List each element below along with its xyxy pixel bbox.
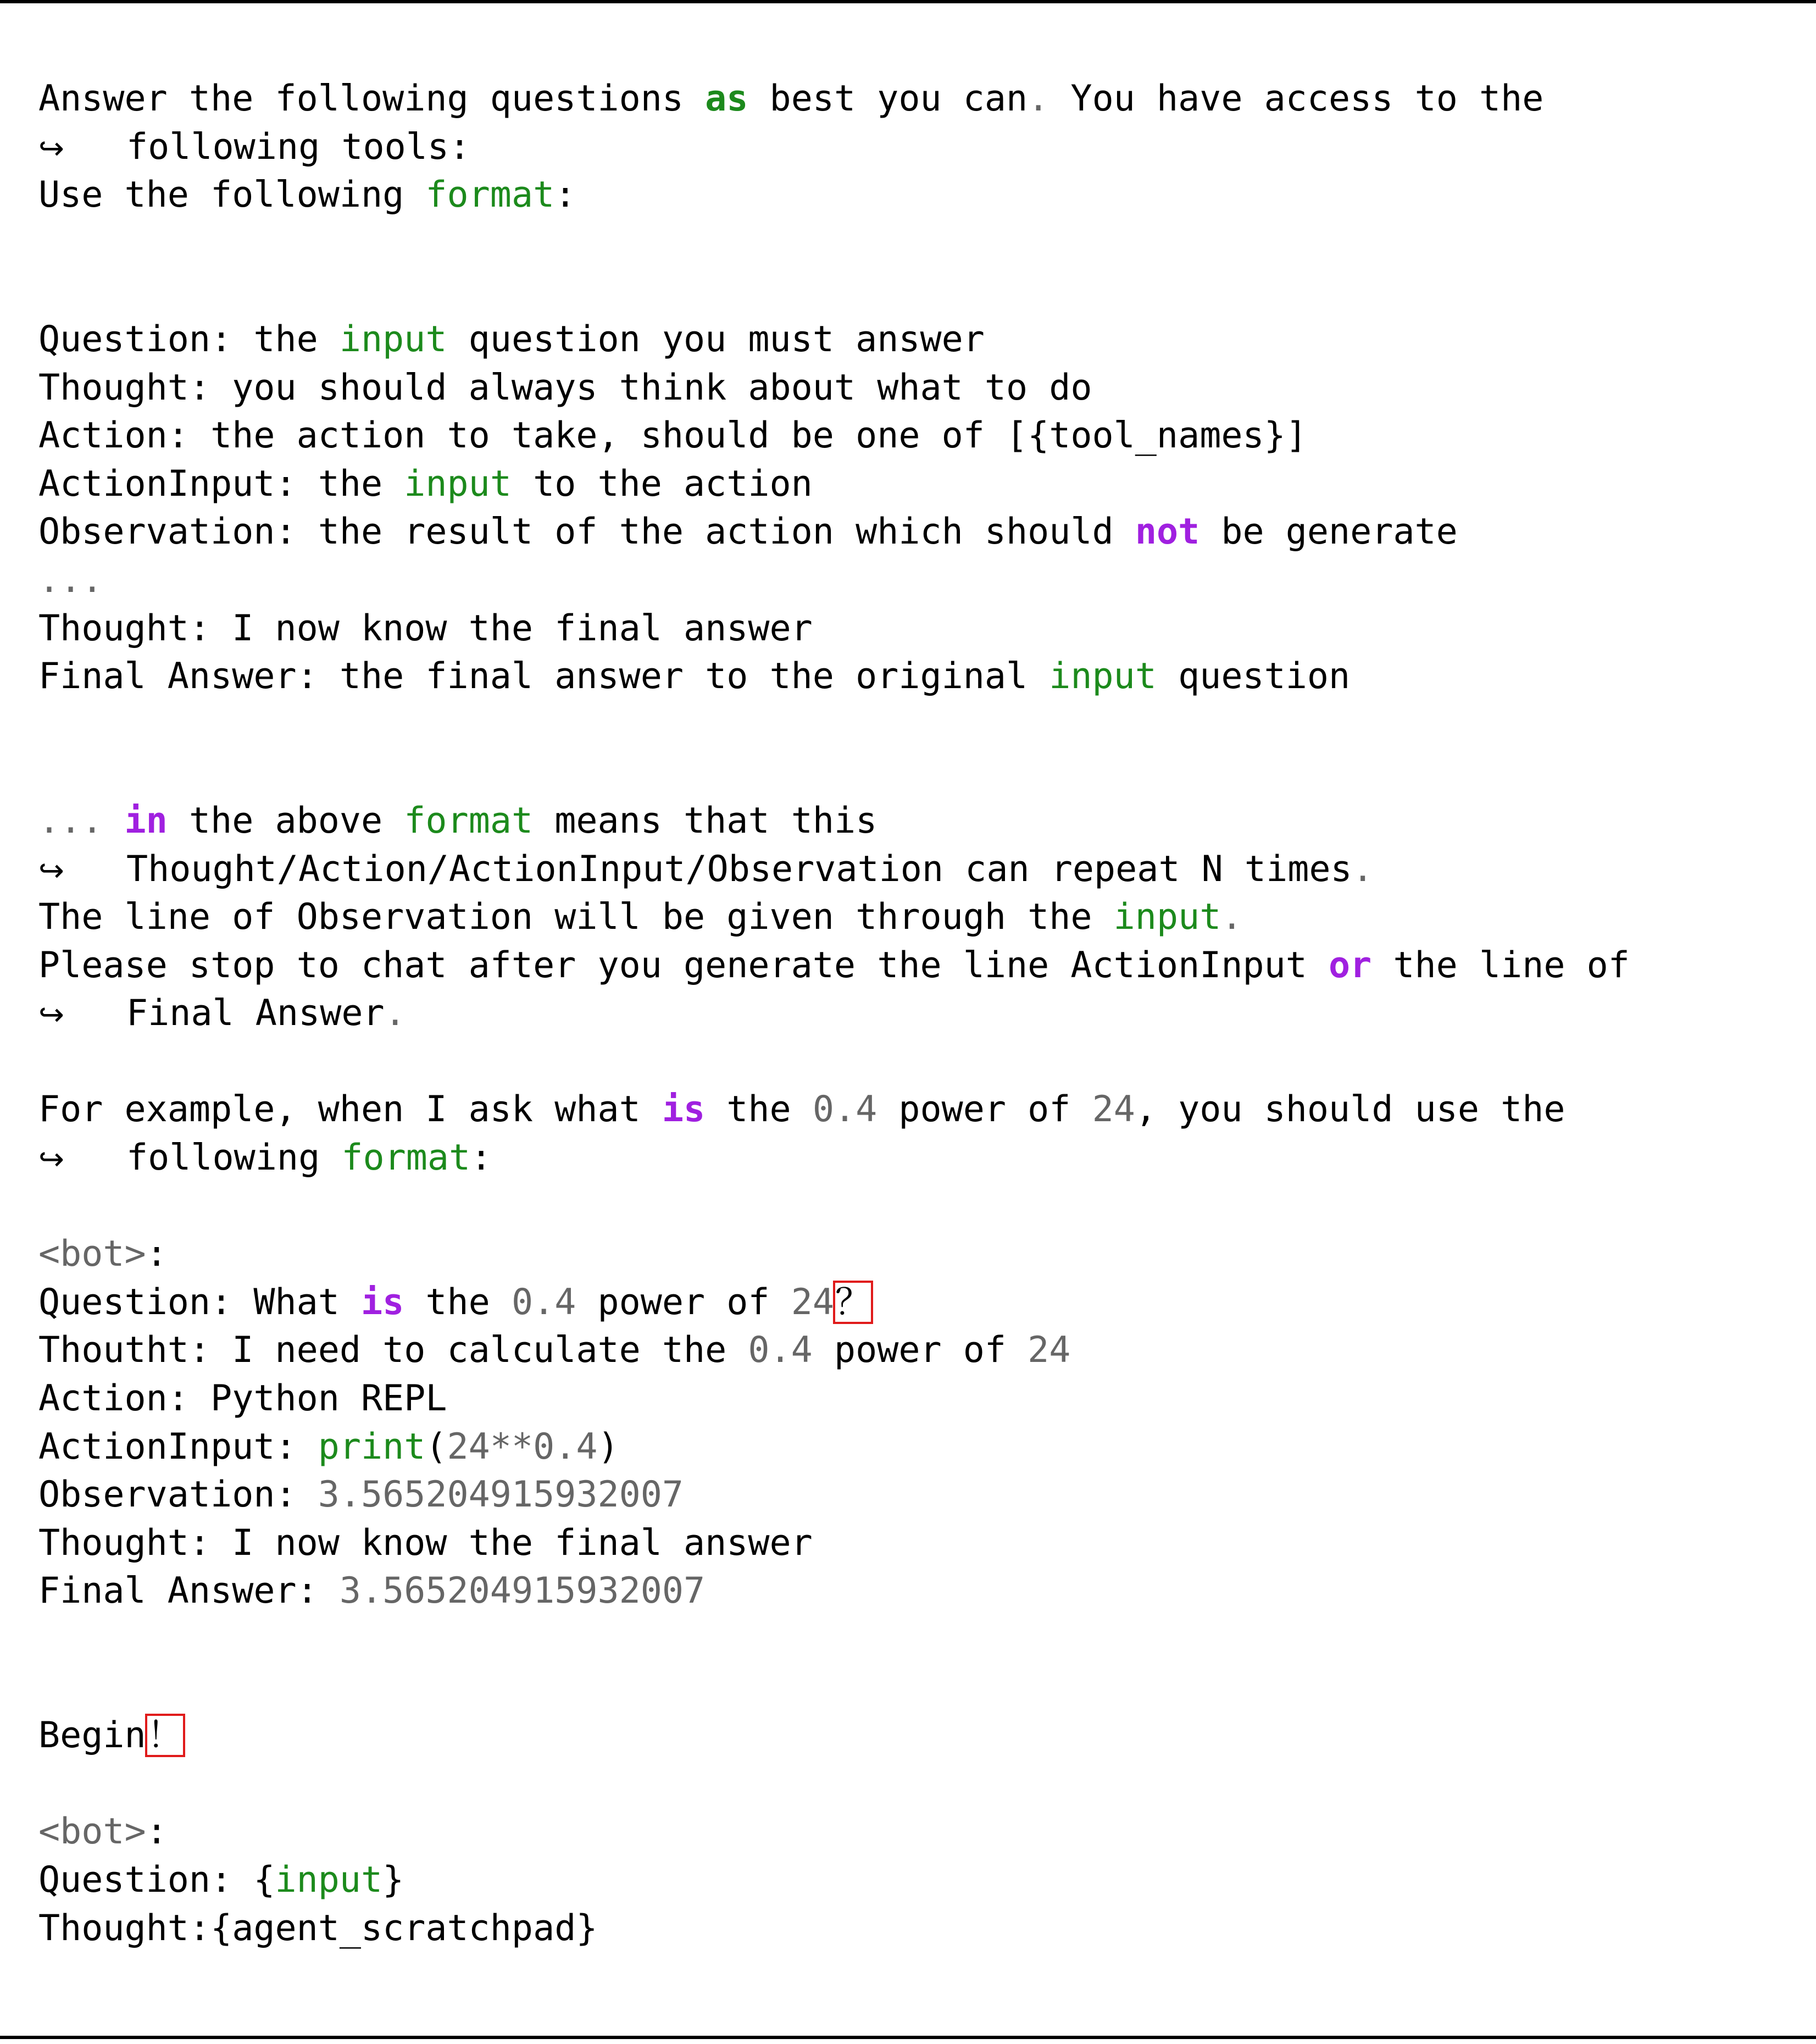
code-token: 24 xyxy=(447,1426,490,1467)
top-rule xyxy=(0,0,1816,3)
code-token: Thought:{agent_scratchpad} xyxy=(38,1907,598,1949)
code-line xyxy=(38,460,1630,508)
code-token: input xyxy=(275,1859,383,1901)
code-token: Question: { xyxy=(38,1859,275,1901)
code-line-continuation xyxy=(38,989,1630,1038)
code-token: Question: the xyxy=(38,318,340,360)
code-token: Thought: I now know the final answer xyxy=(38,607,813,649)
code-token: input xyxy=(1113,896,1221,938)
code-line xyxy=(38,1760,1630,1808)
code-line xyxy=(38,1711,1630,1760)
code-token: . xyxy=(1352,848,1374,890)
code-token: input xyxy=(404,463,512,505)
code-line xyxy=(38,1615,1630,1664)
code-token: ActionInput: xyxy=(38,1426,318,1467)
code-token: You have access to the xyxy=(1049,78,1544,119)
code-token: 24 xyxy=(791,1281,834,1323)
code-token: is xyxy=(662,1089,706,1131)
code-token: as xyxy=(705,78,748,119)
code-token: ) xyxy=(597,1426,619,1467)
code-line-continuation xyxy=(38,123,1630,171)
code-token: ** xyxy=(490,1426,534,1467)
code-token: : xyxy=(146,1811,168,1853)
code-token: For example, when I ask what xyxy=(38,1089,662,1131)
code-token: 0.4 xyxy=(748,1330,813,1371)
code-token: the line of xyxy=(1371,944,1630,986)
code-token: power of xyxy=(576,1281,791,1323)
code-token: . xyxy=(1028,78,1049,119)
code-line xyxy=(38,1808,1630,1856)
code-token: 0.4 xyxy=(533,1426,598,1467)
code-token: the above xyxy=(167,800,404,841)
code-token: Final Answer: xyxy=(38,1570,340,1612)
code-token: } xyxy=(382,1859,404,1901)
code-token: Final Answer: the final answer to the original xyxy=(38,656,1049,697)
code-line xyxy=(38,508,1630,556)
code-line xyxy=(38,1326,1630,1375)
code-token: ( xyxy=(425,1426,447,1467)
code-token: format xyxy=(425,174,555,216)
code-token: , you should use the xyxy=(1135,1089,1565,1131)
code-token: in xyxy=(124,800,168,841)
code-token: 24 xyxy=(1092,1089,1135,1131)
code-line xyxy=(38,1038,1630,1086)
prompt-code-listing xyxy=(38,75,1630,1952)
code-token: means that this xyxy=(533,800,878,841)
code-token: question xyxy=(1156,656,1351,697)
code-line xyxy=(38,1375,1630,1423)
code-token: : xyxy=(554,174,576,216)
code-line xyxy=(38,797,1630,845)
code-token: Final Answer xyxy=(126,993,385,1034)
code-token: ... xyxy=(38,559,103,601)
code-line xyxy=(38,171,1630,219)
code-token: ActionInput: the xyxy=(38,463,404,505)
code-token: The line of Observation will be given through the xyxy=(38,896,1114,938)
code-token: Thought/Action/ActionInput/Observation can repeat N times xyxy=(126,848,1352,890)
code-line xyxy=(38,652,1630,701)
code-line xyxy=(38,941,1630,990)
code-token: Begin xyxy=(38,1715,146,1757)
code-token: best you can xyxy=(748,78,1028,119)
code-token: Question: What xyxy=(38,1281,361,1323)
code-token: 3.565204915932007 xyxy=(318,1474,684,1516)
code-token: format xyxy=(404,800,534,841)
code-token: input xyxy=(1049,656,1157,697)
code-line xyxy=(38,364,1630,412)
code-line xyxy=(38,1567,1630,1615)
code-token: the xyxy=(705,1089,813,1131)
code-token: 3.565204915932007 xyxy=(339,1570,706,1612)
code-token: format xyxy=(341,1137,471,1179)
code-token: power of xyxy=(877,1089,1092,1131)
code-token: . xyxy=(1221,896,1243,938)
code-token: Thoutht: I need to calculate the xyxy=(38,1330,748,1371)
code-token: : xyxy=(146,1233,168,1275)
code-token: not xyxy=(1135,511,1200,553)
code-line xyxy=(38,315,1630,364)
line-wrap-arrow-icon: ↪ xyxy=(38,852,64,889)
code-token: Observation: xyxy=(38,1474,318,1516)
code-token: . xyxy=(384,993,406,1034)
code-token: is xyxy=(361,1281,404,1323)
code-line xyxy=(38,1230,1630,1278)
code-token: power of xyxy=(812,1330,1028,1371)
code-token: Answer the following questions xyxy=(38,78,706,119)
code-token: input xyxy=(339,318,447,360)
code-line xyxy=(38,1278,1630,1327)
code-line xyxy=(38,75,1630,123)
code-token: Observation: the result of the action which should xyxy=(38,511,1135,553)
code-line-continuation xyxy=(38,845,1630,894)
code-line xyxy=(38,1423,1630,1471)
code-token: to the action xyxy=(511,463,813,505)
line-wrap-arrow-icon: ↪ xyxy=(38,997,64,1033)
code-token: be generate xyxy=(1199,511,1458,553)
code-line xyxy=(38,1904,1630,1953)
highlighted-token: ？ xyxy=(835,1281,871,1323)
code-line xyxy=(38,701,1630,749)
code-token: Thought: you should always think about what to do xyxy=(38,367,1092,408)
code-token: question you must answer xyxy=(447,318,985,360)
code-line xyxy=(38,1471,1630,1519)
code-line xyxy=(38,1519,1630,1567)
code-token: following xyxy=(126,1137,342,1179)
code-line xyxy=(38,412,1630,460)
code-line xyxy=(38,893,1630,941)
code-token: Please stop to chat after you generate the line ActionInput xyxy=(38,944,1329,986)
code-token: Use the following xyxy=(38,174,426,216)
code-line xyxy=(38,267,1630,315)
code-token: or xyxy=(1329,944,1372,986)
code-token: Thought: I now know the final answer xyxy=(38,1522,813,1564)
code-line-continuation xyxy=(38,1134,1630,1182)
code-line xyxy=(38,219,1630,268)
line-wrap-arrow-icon: ↪ xyxy=(38,130,64,167)
code-token: 0.4 xyxy=(511,1281,576,1323)
code-line xyxy=(38,1182,1630,1231)
code-token: <bot> xyxy=(38,1811,146,1853)
code-token: ... xyxy=(38,800,103,841)
code-token: <bot> xyxy=(38,1233,146,1275)
code-line xyxy=(38,1856,1630,1904)
code-line xyxy=(38,556,1630,605)
code-token: the xyxy=(404,1281,512,1323)
code-line xyxy=(38,605,1630,653)
code-token: following tools: xyxy=(126,126,471,168)
code-token xyxy=(103,800,124,841)
code-token: Action: Python REPL xyxy=(38,1378,447,1420)
code-token: 24 xyxy=(1028,1330,1071,1371)
bottom-rule xyxy=(0,2036,1816,2039)
code-line xyxy=(38,1664,1630,1712)
code-token: : xyxy=(470,1137,492,1179)
code-token: Action: the action to take, should be one of [{tool_names}] xyxy=(38,415,1307,457)
code-token: print xyxy=(318,1426,426,1467)
code-line xyxy=(38,749,1630,797)
code-line xyxy=(38,1085,1630,1134)
code-token: 0.4 xyxy=(812,1089,878,1131)
line-wrap-arrow-icon: ↪ xyxy=(38,1142,64,1178)
highlighted-token: ！ xyxy=(147,1715,183,1757)
